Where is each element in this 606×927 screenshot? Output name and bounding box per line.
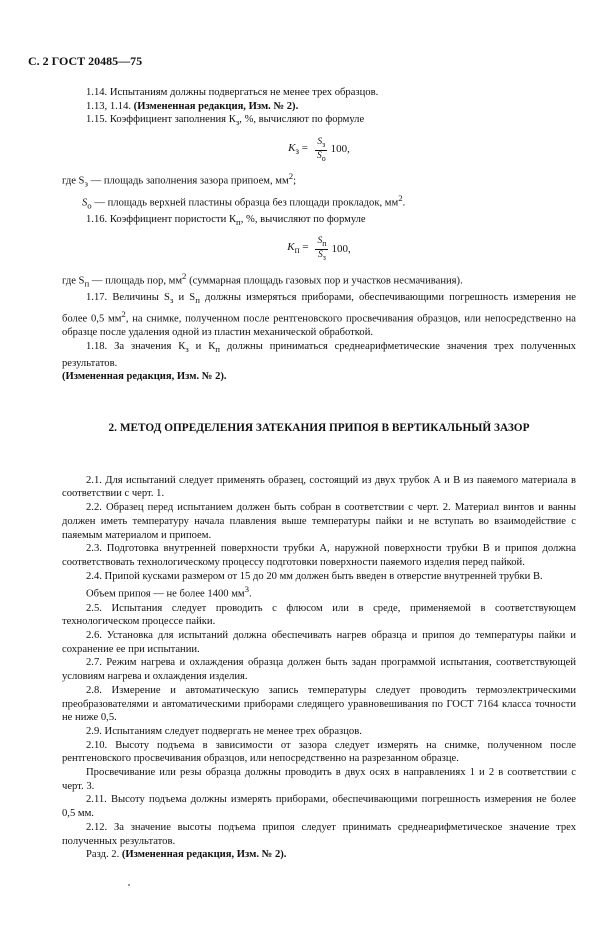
clause-2-10-axes: Просвечивание или резы образца должны проводить в двух осях в направлениях 1 и 2 в соответствии с черт. 3. — [62, 767, 576, 792]
scan-dot — [128, 884, 130, 886]
clause-1-18: 1.18. За значения $К_з$ и $К_п$ должны приниматься среднеарифметические значения трех полученных результатов. — [62, 340, 576, 369]
clause-2-6: 2.6. Установка для испытаний должна обеспечивать нагрев образца и припоя до температуры пайки и сохранение ее при испытании. — [62, 630, 576, 655]
clause-2-9: 2.9. Испытаниям следует подвергать не менее трех образцов. — [86, 725, 362, 737]
clause-2-10: 2.10. Высоту подъема в зависимости от зазора следует измерять на снимке, полученном после рентгеновского просвечивания образцов, или непосредственно на разрезанном образце. — [62, 739, 576, 765]
edited-note-section-1: (Измененная редакция, Изм. № 2). — [62, 371, 227, 383]
where-so: $S_о$ — площадь верхней пластины образца без площади прокладок, $мм^2$. — [82, 192, 406, 211]
clause-2-11: 2.11. Высоту подъема должны измерять приборами, обеспечивающими погрешность измерения не более 0,5 мм. — [62, 794, 576, 820]
clause-2-5: 2.5. Испытания следует проводить с флюсом или в среде, применяемой в соответствующем технологическом процессе пайки. — [62, 602, 576, 628]
clause-1-15: 1.15. Коэффициент заполнения $К_з$, %, вычисляют по формуле — [86, 114, 365, 128]
clause-1-14: 1.14. Испытаниям должны подвергаться не менее трех образцов. — [86, 87, 379, 98]
clause-2-4: 2.4. Припой кусками размером от 15 до 20 мм должен быть введен в отверстие внутренней трубки В. — [86, 570, 543, 582]
clause-2-4-volume: Объем припоя — не более 1400 $мм^3$. — [86, 584, 252, 600]
clause-2-7: 2.7. Режим нагрева и охлаждения образца должен быть задан программой испытания, соответствующей условиям нагрева и охлаждения изделия. — [62, 657, 576, 683]
where-sz: где $S_з$ — площадь заполнения зазора припоем, $мм^2$; — [62, 171, 297, 189]
clause-2-2: 2.2. Образец перед испытанием должен быть собран в соответствии с черт. 2. Материал винтов и ванны должен иметь температуру начала плавления выше температуры пайки и не вступать во взаимодействие с паяемым материалом и припоем. — [62, 502, 576, 541]
clause-1-17: 1.17. Величины $S_з$ и $S_п$ должны измеряться приборами, обеспечивающими погрешность измерения не более 0,5 $мм^2$, на снимке, полученном после рентгеновского просвечивания образцов, или непосредственно на образце после удаления одной из пластин механической обработкой. — [62, 292, 576, 339]
formula-fill-coefficient: $К_з$ = $\frac{S_з}{S_о}$ 100, — [288, 136, 350, 163]
edited-note: (Измененная редакция, Изм. № 2). — [133, 100, 299, 112]
clause-1-16: 1.16. Коэффициент пористости $К_п$, %, вычисляют по формуле — [86, 213, 366, 228]
section-2-edited: Разд. 2. (Измененная редакция, Изм. № 2). — [86, 849, 287, 861]
page-header: С. 2 ГОСТ 20485—75 — [28, 54, 143, 68]
clause-2-8: 2.8. Измерение и автоматическую запись температуры следует проводить термоэлектрическими преобразователями и автоматическими приборами следящего уравновешивания по ГОСТ 7164 класса точности не ниже 0,5. — [62, 684, 576, 724]
where-sp: где $S_п$ — площадь пор, $мм^2$ (суммарная площадь газовых пор и участков несмачивания). — [62, 270, 463, 289]
formula-porosity-coefficient: $К_п$ = $\frac{S_п}{S_з}$ 100, — [287, 236, 351, 263]
clause-2-12: 2.12. За значение высоты подъема припоя следует принимать среднеарифметическое значение трех полученных результатов. — [62, 821, 576, 847]
clause-1-13-1-14-edited: 1.13, 1.14. (Измененная редакция, Изм. № 2). — [86, 100, 299, 112]
edited-note: (Измененная редакция, Изм. № 2). — [121, 849, 287, 861]
clause-2-1: 2.1. Для испытаний следует применять образец, состоящий из двух трубок А и В из паяемого материала в соответствии с черт. 1. — [62, 474, 576, 500]
clause-2-3: 2.3. Подготовка внутренней поверхности трубки А, наружной поверхности трубки В и припоя должна соответствовать технологическому процессу подготовки поверхности паяемого изделия перед пайкой. — [62, 543, 576, 568]
section-2-title: 2. МЕТОД ОПРЕДЕЛЕНИЯ ЗАТЕКАНИЯ ПРИПОЯ В ВЕРТИКАЛЬНЫЙ ЗАЗОР — [108, 422, 530, 435]
document-body — [62, 86, 576, 862]
